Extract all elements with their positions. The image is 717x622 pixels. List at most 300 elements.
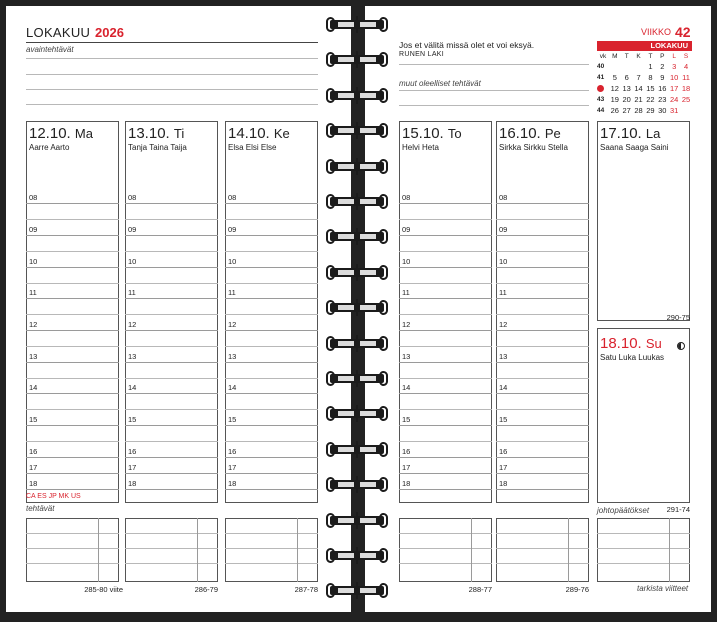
mini-calendar-day[interactable]: 16: [658, 84, 667, 93]
hour-line[interactable]: [26, 203, 119, 204]
hour-label: 15: [402, 415, 411, 424]
hour-line[interactable]: [496, 393, 589, 394]
half-hour-line[interactable]: [496, 219, 589, 220]
note-line[interactable]: [26, 74, 318, 75]
mini-calendar-day[interactable]: 31: [670, 106, 679, 115]
hour-line[interactable]: [125, 425, 218, 426]
ring-divider: [356, 193, 358, 210]
mini-calendar-day[interactable]: 6: [624, 73, 629, 82]
day-reference: 290-75: [666, 313, 690, 322]
day-date: [228, 125, 290, 142]
half-hour-line[interactable]: [399, 409, 492, 410]
other-tasks-label: muut oleelliset tehtävät: [399, 79, 481, 88]
mini-calendar-day[interactable]: 3: [672, 62, 677, 71]
half-hour-line[interactable]: [26, 251, 119, 252]
half-hour-line[interactable]: [26, 409, 119, 410]
half-hour-line[interactable]: [26, 314, 119, 315]
task-check-divider: [98, 518, 99, 582]
hour-line[interactable]: [225, 203, 318, 204]
mini-calendar-day[interactable]: 12: [610, 84, 619, 93]
hour-label: 18: [402, 479, 411, 488]
mini-calendar-day[interactable]: 28: [634, 106, 643, 115]
hour-label: 11: [228, 288, 236, 297]
ring-divider: [356, 228, 358, 245]
hour-label: 15: [499, 415, 508, 424]
hour-label: 13: [402, 352, 411, 361]
ring-hole: [338, 305, 354, 310]
hour-label: 12: [402, 320, 411, 329]
hour-label: 09: [228, 225, 237, 234]
spiral-ring: [326, 120, 388, 140]
hour-line[interactable]: [26, 473, 119, 474]
mini-calendar-day[interactable]: 21: [634, 95, 643, 104]
right-page: [365, 6, 711, 612]
hour-line[interactable]: [225, 457, 318, 458]
day-weekday: To: [447, 126, 462, 141]
hour-line[interactable]: [399, 457, 492, 458]
ring-hole: [360, 518, 376, 523]
mini-calendar-day[interactable]: 9: [660, 73, 665, 82]
half-hour-line[interactable]: [496, 441, 589, 442]
half-hour-line[interactable]: [225, 441, 318, 442]
current-week-marker-icon: [597, 85, 604, 92]
mini-calendar-weekday: K: [636, 53, 641, 60]
ring-divider: [356, 158, 358, 175]
task-check-divider: [669, 518, 670, 582]
day-names: Saana Saaga Saini: [600, 143, 669, 152]
task-line[interactable]: [597, 563, 690, 564]
mini-calendar-weekday: T: [648, 53, 653, 60]
hour-line[interactable]: [225, 489, 318, 490]
mini-calendar-day[interactable]: 4: [683, 62, 689, 71]
hour-line[interactable]: [496, 489, 589, 490]
ring-hole: [338, 376, 354, 381]
hour-label: 16: [128, 447, 137, 456]
half-hour-line[interactable]: [399, 378, 492, 379]
ring-hole: [338, 411, 354, 416]
hour-line[interactable]: [26, 457, 119, 458]
mini-calendar-day[interactable]: 13: [622, 84, 631, 93]
task-box[interactable]: [496, 518, 589, 582]
task-line[interactable]: [26, 563, 119, 564]
half-hour-line[interactable]: [125, 378, 218, 379]
hour-line[interactable]: [399, 362, 492, 363]
half-hour-line[interactable]: [26, 346, 119, 347]
hour-line[interactable]: [125, 362, 218, 363]
spiral-ring: [326, 49, 388, 69]
mini-calendar-day[interactable]: 17: [670, 84, 679, 93]
hour-line[interactable]: [26, 393, 119, 394]
task-check-divider: [297, 518, 298, 582]
half-hour-line[interactable]: [125, 314, 218, 315]
day-date-number: 17.10.: [600, 125, 642, 142]
hour-label: 09: [128, 225, 137, 234]
month-title: LOKAKUU: [26, 25, 91, 40]
reference-suffix: viite: [109, 585, 123, 594]
hour-line[interactable]: [399, 267, 492, 268]
ring-hole: [360, 376, 376, 381]
half-hour-line[interactable]: [125, 409, 218, 410]
ring-hole: [360, 341, 376, 346]
hour-label: 17: [499, 463, 508, 472]
hour-line[interactable]: [225, 235, 318, 236]
ring-divider: [356, 441, 358, 458]
hour-line[interactable]: [125, 203, 218, 204]
hour-label: 09: [29, 225, 38, 234]
ring-hole: [360, 270, 376, 275]
task-box[interactable]: [125, 518, 218, 582]
hour-label: 13: [228, 352, 237, 361]
hour-label: 10: [402, 257, 411, 266]
mini-calendar-day[interactable]: [621, 61, 633, 72]
day-reference: 291-74: [666, 505, 690, 514]
note-line[interactable]: [26, 58, 318, 59]
task-line[interactable]: [399, 533, 492, 534]
day-reference: [225, 585, 318, 594]
hour-line[interactable]: [225, 393, 318, 394]
day-box: [225, 121, 318, 503]
half-hour-line[interactable]: [496, 346, 589, 347]
quote-source: RUNEN LAKI: [399, 51, 445, 58]
hour-label: 08: [228, 193, 237, 202]
half-hour-line[interactable]: [225, 219, 318, 220]
task-line[interactable]: [597, 548, 690, 549]
left-page: [6, 6, 351, 612]
spiral-ring: [326, 474, 388, 494]
mini-calendar-week-number: 40: [597, 63, 605, 70]
mini-calendar-week-number: 41: [597, 74, 605, 81]
ring-divider: [356, 51, 358, 68]
mini-calendar: [597, 52, 692, 116]
hour-line[interactable]: [125, 298, 218, 299]
hour-line[interactable]: [496, 235, 589, 236]
hour-label: 14: [402, 383, 411, 392]
hour-line[interactable]: [125, 330, 218, 331]
hour-line[interactable]: [125, 267, 218, 268]
day-date: [600, 125, 660, 142]
task-box[interactable]: [26, 518, 119, 582]
task-line[interactable]: [26, 548, 119, 549]
hour-line[interactable]: [26, 489, 119, 490]
hour-label: 11: [29, 288, 37, 297]
hour-label: 12: [228, 320, 237, 329]
ring-hole: [338, 588, 354, 593]
hour-line[interactable]: [26, 267, 119, 268]
note-line[interactable]: [26, 104, 318, 105]
half-hour-line[interactable]: [399, 283, 492, 284]
day-weekday: Ke: [273, 126, 290, 141]
day-box: [496, 121, 589, 503]
hour-line[interactable]: [225, 330, 318, 331]
ring-hole: [338, 128, 354, 133]
mini-calendar-day[interactable]: 2: [660, 62, 665, 71]
mini-calendar-day[interactable]: 15: [646, 84, 655, 93]
task-line[interactable]: [125, 533, 218, 534]
task-line[interactable]: [125, 548, 218, 549]
hour-label: 11: [128, 288, 136, 297]
hour-line[interactable]: [26, 330, 119, 331]
day-reference-number: 285-80: [84, 585, 108, 594]
mini-calendar-day[interactable]: 26: [610, 106, 619, 115]
mini-calendar-weekday: L: [672, 53, 676, 60]
hour-line[interactable]: [399, 393, 492, 394]
hour-line[interactable]: [225, 362, 318, 363]
hour-label: 14: [499, 383, 508, 392]
mini-calendar-day[interactable]: 18: [681, 84, 691, 93]
half-hour-line[interactable]: [26, 378, 119, 379]
hour-label: 13: [128, 352, 137, 361]
half-hour-line[interactable]: [399, 314, 492, 315]
mini-calendar-day[interactable]: 14: [634, 84, 643, 93]
spiral-ring: [326, 333, 388, 353]
ring-divider: [356, 547, 358, 564]
half-hour-line[interactable]: [399, 219, 492, 220]
half-hour-line[interactable]: [399, 251, 492, 252]
half-hour-line[interactable]: [225, 251, 318, 252]
half-hour-line[interactable]: [496, 251, 589, 252]
half-hour-line[interactable]: [225, 314, 318, 315]
hour-label: 14: [228, 383, 237, 392]
task-line[interactable]: [597, 533, 690, 534]
mini-calendar-weekday: M: [612, 53, 618, 60]
note-line[interactable]: [399, 90, 589, 91]
task-line[interactable]: [399, 548, 492, 549]
half-hour-line[interactable]: [125, 441, 218, 442]
half-hour-line[interactable]: [125, 219, 218, 220]
half-hour-line[interactable]: [225, 346, 318, 347]
day-reference: [125, 585, 218, 594]
day-reference-number: 286-79: [194, 585, 218, 594]
hour-label: 14: [29, 383, 38, 392]
half-hour-line[interactable]: [125, 251, 218, 252]
hour-line[interactable]: [125, 473, 218, 474]
ring-hole: [360, 164, 376, 169]
half-hour-line[interactable]: [125, 346, 218, 347]
hour-line[interactable]: [496, 425, 589, 426]
hour-line[interactable]: [399, 425, 492, 426]
day-date: [29, 125, 93, 142]
quote-text: Jos et välitä missä olet et voi eksyä.: [399, 40, 535, 50]
day-date: [128, 125, 184, 142]
task-line[interactable]: [496, 563, 589, 564]
spiral-ring: [326, 191, 388, 211]
half-hour-line[interactable]: [496, 378, 589, 379]
spiral-ring: [326, 14, 388, 34]
hour-label: 18: [499, 479, 508, 488]
hour-label: 08: [128, 193, 137, 202]
mini-calendar-week-row: [597, 61, 692, 72]
hour-line[interactable]: [225, 425, 318, 426]
hour-line[interactable]: [399, 473, 492, 474]
ring-divider: [356, 405, 358, 422]
day-names: Aarre Aarto: [29, 143, 70, 152]
mini-calendar-week-row: [597, 105, 692, 116]
half-hour-line[interactable]: [225, 283, 318, 284]
note-line[interactable]: [399, 105, 589, 106]
mini-calendar-day[interactable]: 29: [646, 106, 655, 115]
hour-label: 16: [499, 447, 508, 456]
mini-calendar-week-number: [597, 83, 609, 94]
hour-line[interactable]: [26, 362, 119, 363]
hour-label: 11: [402, 288, 410, 297]
hour-label: 16: [228, 447, 237, 456]
mini-calendar-day[interactable]: 25: [681, 95, 691, 104]
note-line[interactable]: [399, 64, 589, 65]
mini-calendar-day[interactable]: [633, 61, 645, 72]
day-date-number: 12.10.: [29, 125, 71, 142]
spiral-ring: [326, 297, 388, 317]
day-date-number: 14.10.: [228, 125, 270, 142]
mini-calendar-day[interactable]: 22: [646, 95, 655, 104]
half-hour-line[interactable]: [496, 283, 589, 284]
mini-calendar-day[interactable]: 11: [682, 73, 690, 82]
mini-calendar-day[interactable]: 10: [670, 73, 679, 82]
ring-hole: [360, 305, 376, 310]
day-reference: [26, 585, 123, 594]
mini-calendar-week-number: 43: [597, 96, 605, 103]
ring-hole: [360, 199, 376, 204]
half-hour-line[interactable]: [225, 409, 318, 410]
hour-line[interactable]: [496, 330, 589, 331]
ring-hole: [360, 128, 376, 133]
hour-line[interactable]: [125, 489, 218, 490]
hour-line[interactable]: [496, 362, 589, 363]
spiral-ring: [326, 156, 388, 176]
hour-line[interactable]: [26, 235, 119, 236]
mini-calendar-day[interactable]: 7: [636, 73, 641, 82]
day-date-number: 18.10.: [600, 335, 642, 352]
task-line[interactable]: [399, 563, 492, 564]
mini-calendar-day[interactable]: 19: [610, 95, 619, 104]
mini-calendar-day[interactable]: 27: [622, 106, 631, 115]
day-names: Helvi Heta: [402, 143, 439, 152]
ring-hole: [360, 553, 376, 558]
ring-hole: [360, 57, 376, 62]
half-hour-line[interactable]: [225, 378, 318, 379]
task-box[interactable]: [225, 518, 318, 582]
ring-divider: [356, 87, 358, 104]
mini-calendar-day[interactable]: 24: [670, 95, 679, 104]
task-box[interactable]: [399, 518, 492, 582]
ring-hole: [338, 164, 354, 169]
hour-line[interactable]: [496, 298, 589, 299]
mini-calendar-day[interactable]: [680, 105, 692, 116]
mini-calendar-day[interactable]: 30: [658, 106, 667, 115]
spiral-ring: [326, 545, 388, 565]
ring-hole: [360, 447, 376, 452]
hour-line[interactable]: [496, 203, 589, 204]
hour-line[interactable]: [26, 298, 119, 299]
hour-line[interactable]: [225, 267, 318, 268]
task-box[interactable]: [597, 518, 690, 582]
hour-line[interactable]: [399, 489, 492, 490]
spiral-ring: [326, 226, 388, 246]
hour-label: 08: [402, 193, 411, 202]
hour-line[interactable]: [225, 298, 318, 299]
day-box: [125, 121, 218, 503]
ring-hole: [338, 553, 354, 558]
task-line[interactable]: [225, 548, 318, 549]
half-hour-line[interactable]: [26, 441, 119, 442]
half-hour-line[interactable]: [399, 441, 492, 442]
ring-hole: [338, 57, 354, 62]
hour-label: 14: [128, 383, 137, 392]
day-date: [600, 335, 662, 352]
ring-hole: [360, 22, 376, 27]
ring-hole: [338, 518, 354, 523]
day-reference-number: 287-78: [294, 585, 318, 594]
half-hour-line[interactable]: [399, 346, 492, 347]
task-line[interactable]: [225, 533, 318, 534]
hour-label: 10: [499, 257, 508, 266]
hour-label: 12: [128, 320, 137, 329]
task-check-divider: [568, 518, 569, 582]
day-weekday: Ma: [74, 126, 93, 141]
mini-calendar-day[interactable]: 5: [612, 73, 617, 82]
day-weekday: Ti: [173, 126, 185, 141]
mini-calendar-day[interactable]: 1: [648, 62, 653, 71]
task-line[interactable]: [496, 533, 589, 534]
hour-line[interactable]: [26, 425, 119, 426]
hour-label: 15: [228, 415, 237, 424]
half-hour-line[interactable]: [496, 314, 589, 315]
ring-hole: [338, 234, 354, 239]
hour-line[interactable]: [496, 267, 589, 268]
hour-label: 16: [29, 447, 38, 456]
ring-divider: [356, 335, 358, 352]
hour-label: 09: [402, 225, 411, 234]
mini-calendar-week-number: 44: [597, 107, 605, 114]
task-line[interactable]: [496, 548, 589, 549]
note-line[interactable]: [26, 89, 318, 90]
spiral-ring: [326, 403, 388, 423]
hour-line[interactable]: [399, 330, 492, 331]
hour-line[interactable]: [125, 393, 218, 394]
mini-calendar-day[interactable]: 20: [622, 95, 631, 104]
hour-label: 09: [499, 225, 508, 234]
task-line[interactable]: [125, 563, 218, 564]
spiral-ring: [326, 262, 388, 282]
mini-calendar-weekday: P: [660, 53, 665, 60]
check-refs-label: tarkista viitteet: [637, 584, 689, 593]
hour-line[interactable]: [125, 457, 218, 458]
half-hour-line[interactable]: [496, 409, 589, 410]
hour-label: 13: [29, 352, 38, 361]
hour-line[interactable]: [496, 473, 589, 474]
hour-line[interactable]: [399, 203, 492, 204]
ring-divider: [356, 476, 358, 493]
half-hour-line[interactable]: [125, 283, 218, 284]
mini-calendar-weekday: S: [683, 53, 689, 60]
hour-line[interactable]: [399, 298, 492, 299]
hour-line[interactable]: [125, 235, 218, 236]
hour-label: 17: [29, 463, 38, 472]
mini-calendar-day[interactable]: [609, 61, 621, 72]
task-line[interactable]: [26, 533, 119, 534]
half-hour-line[interactable]: [26, 283, 119, 284]
spiral-ring: [326, 85, 388, 105]
hour-line[interactable]: [225, 473, 318, 474]
mini-calendar-day[interactable]: 8: [648, 73, 653, 82]
hour-line[interactable]: [399, 235, 492, 236]
task-line[interactable]: [225, 563, 318, 564]
hour-line[interactable]: [496, 457, 589, 458]
week-number: 42: [675, 24, 691, 40]
ring-hole: [338, 482, 354, 487]
mini-calendar-day[interactable]: 23: [658, 95, 667, 104]
half-hour-line[interactable]: [26, 219, 119, 220]
week-label: VIIKKO: [641, 27, 672, 37]
